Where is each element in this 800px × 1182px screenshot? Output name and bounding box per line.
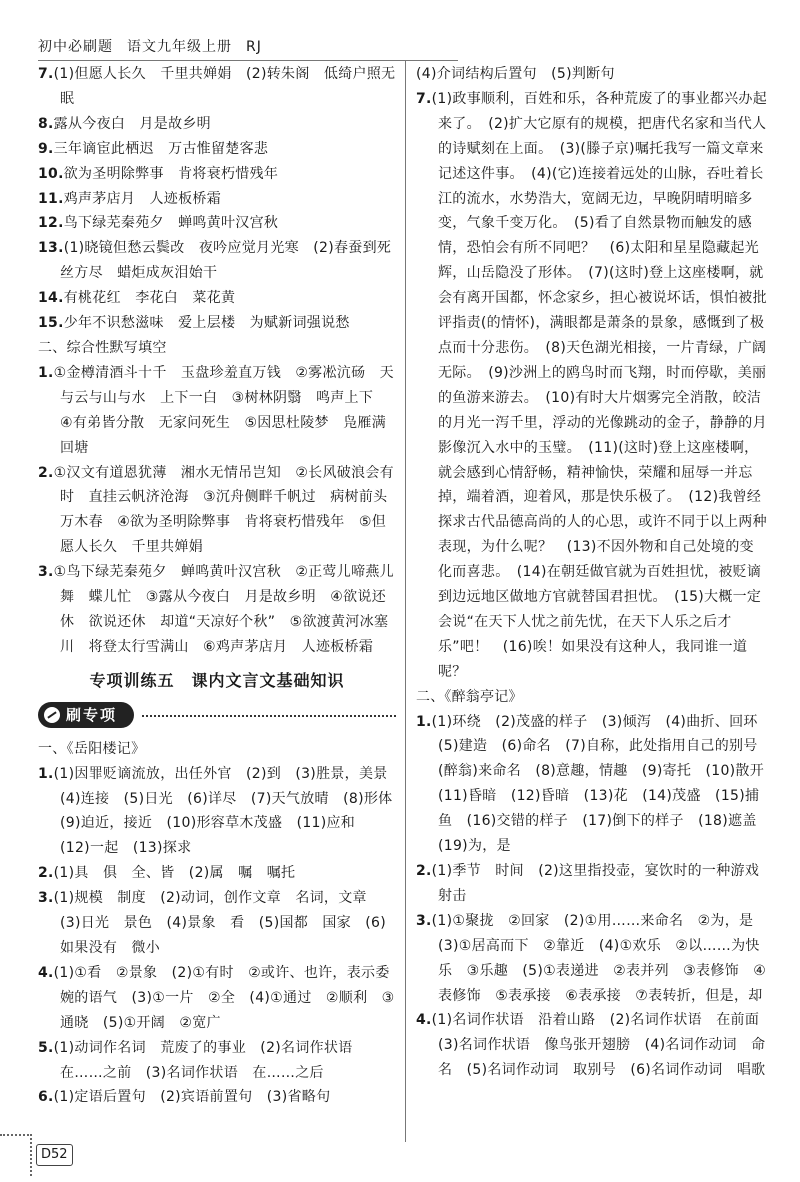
answer-item xyxy=(38,236,396,286)
answer-text: 鸡声茅店月 人迹板桥霜 xyxy=(63,190,222,207)
answer-item xyxy=(38,361,396,461)
answer-text: ①汉文有道恩犹薄 湘水无情吊岂知 ②长风破浪会有时 直挂云帆济沧海 ③沉舟侧畔千帆过 病树前头万木春 ④欲为圣明除弊事 肯将衰朽惜残年 ⑤但愿人长久 千里共婵娟 xyxy=(53,464,394,556)
answer-text: (1)因罪贬谪流放，出任外官 (2)到 (3)胜景，美景 (4)连接 (5)日光 (6)详尽 (7)天气放晴 (8)形体 (9)迫近，接近 (10)形容草木茂盛 (11)应和 (12)一起 (13)探求 xyxy=(53,765,407,857)
answer-number: 11. xyxy=(38,190,64,207)
answer-number: 2. xyxy=(38,464,54,481)
answer-item xyxy=(38,1036,396,1086)
answer-item xyxy=(38,861,396,886)
answer-text: (1)但愿人长久 千里共婵娟 (2)转朱阁 低绮户照无眠 xyxy=(53,66,396,107)
answer-item xyxy=(38,886,396,961)
answer-number: 2. xyxy=(416,863,432,879)
answer-number: 3. xyxy=(416,912,432,929)
answer-item xyxy=(38,162,396,187)
answer-number: 1. xyxy=(38,765,54,782)
answer-item xyxy=(38,112,396,137)
brush-icon xyxy=(44,707,60,723)
answer-number: 10. xyxy=(38,165,64,182)
page-number: D52 xyxy=(36,1144,73,1166)
continued-answer: (4)介词结构后置句 (5)判断句 xyxy=(416,66,615,82)
answer-text: (1)名词作状语 沿着山路 (2)名词作状语 在前面 (3)名词作状语 像鸟张开翅膀 (4)名词作动词 命名 (5)名词作动词 取别号 (6)名词作动词 唱歌 xyxy=(431,1012,774,1079)
column-divider xyxy=(405,60,406,1142)
answer-item xyxy=(38,286,396,311)
badge-label: 刷专项 xyxy=(66,705,118,724)
section-heading-combined-recitation: 二、综合性默写填空 xyxy=(38,339,167,356)
answer-text: (1)动词作名词 荒废了的事业 (2)名词作状语 在……之前 (3)名词作状语 在……之后 xyxy=(53,1039,367,1081)
answer-item xyxy=(38,762,407,862)
answer-text: (1)晓镜但愁云鬓改 夜吟应觉月光寒 (2)春蚕到死丝方尽 蜡炬成灰泪始干 xyxy=(60,240,392,282)
special-practice-badge xyxy=(38,702,134,728)
answer-number: 1. xyxy=(38,364,54,381)
answer-number: 3. xyxy=(38,564,54,581)
answer-text: (1)规模 制度 (2)动词，创作文章 名词，文章 (3)日光 景色 (4)景象 看 (5)国都 国家 (6)如果没有 微小 xyxy=(53,890,387,956)
answer-item xyxy=(38,211,396,236)
answer-text: (1)定语后置句 (2)宾语前置句 (3)省略句 xyxy=(53,1089,331,1106)
answer-item xyxy=(38,62,396,112)
training-title: 专项训练五 课内文言文基础知识 xyxy=(89,670,345,690)
answer-number: 4. xyxy=(38,964,54,981)
section-heading-zuiwengting: 二、《醉翁亭记》 xyxy=(416,688,523,705)
special-practice-banner xyxy=(38,699,396,733)
answer-number: 8. xyxy=(38,115,54,132)
answer-item xyxy=(416,1008,774,1083)
answer-text: (1)①聚拢 ②回家 (2)①用……来命名 ②为，是 (3)①居高而下 ②靠近 (4)①欢乐 ②以……为快乐 ③乐趣 (5)①表递进 ②表并列 ③表修饰 ④表修饰 ⑤表承接 ⑥表承接 ⑦表转折，但是，却 xyxy=(431,912,768,1004)
answer-text: 三年谪宦此栖迟 万古惟留楚客悲 xyxy=(53,140,269,157)
answer-text: 少年不识愁滋味 爱上层楼 为赋新词强说愁 xyxy=(63,315,350,332)
answers-group-c xyxy=(38,762,407,1111)
answer-item xyxy=(38,187,396,212)
answer-item xyxy=(38,137,396,162)
answer-item-7-translation: 7.(1)政事顺利，百姓和乐，各种荒废了的事业都兴办起来了。 (2)扩大它原有的规模，把唐代名家和当代人的诗赋刻在上面。 (3)(滕子京)嘱托我写一篇文章来记述这件事。 (4)(它)连接着远处的山脉，吞吐着长江的流水，水势浩大，宽阔无边，早晚阴晴明暗多变，气象千变万化。 (5)看了自然景物而触发的感情，恐怕会有所不同吧？ (6)太阳和星星隐藏起光辉，山岳隐没了形体。 (7)(这时)登上这座楼啊，就会有离开国都，怀念家乡，担心被说坏话，惧怕被批评指责(的情怀)，满眼都是萧条的景象，感慨到了极点而十分悲伤。 (8)天色湖光相接，一片青绿，广阔无际。 (9)沙洲上的鸥鸟时而飞翔，时而停歇，美丽的鱼游来游去。 (10)有时大片烟雾完全消散，皎洁的月光一泻千里，浮动的光像跳动的金子，静静的月影像沉入水中的玉璧。 (11)(这时)登上这座楼啊，就会感到心情舒畅，精神愉快，荣耀和屈辱一并忘掉，端着酒，迎着风，那是快乐极了。 (12)我曾经探求古代品德高尚的人的心思，或许不同于以上两种表现，为什么呢？ (13)不因外物和自己处境的变化而喜悲。 (14)在朝廷做官就为百姓担忧，被贬谪到边远地区做地方官就替国君担忧。 (15)大概一定会说“在天下人忧之前先忧，在天下人乐之后才乐”吧！ (16)唉！如果没有这种人，我同谁一道呢？ xyxy=(416,90,768,680)
answer-number: 4. xyxy=(416,1012,432,1029)
answer-number: 5. xyxy=(38,1039,54,1056)
dotted-rule xyxy=(142,715,396,717)
answer-number: 14. xyxy=(38,290,64,307)
answer-text: (1)环绕 (2)茂盛的样子 (3)倾泻 (4)曲折、回环 (5)建造 (6)命名 (7)自称，此处指用自己的别号(醉翁)来命名 (8)意趣，情趣 (9)寄托 (10)散开 (11)昏暗 (12)昏暗 (13)花 (14)茂盛 (15)捕鱼 (16)交错的样子 (17)倒下的样子 (18)遮盖 (19)为，是 xyxy=(431,713,779,855)
answer-number: 9. xyxy=(38,140,54,157)
answer-item xyxy=(416,909,768,1009)
answer-number: 3. xyxy=(38,890,54,907)
answers-group-b xyxy=(38,361,396,660)
answer-item xyxy=(38,560,396,660)
answer-item xyxy=(416,710,779,859)
answers-group-zuiwengting xyxy=(416,710,779,1084)
left-column xyxy=(38,62,407,1110)
answer-text: (1)具 俱 全、皆 (2)属 嘱 嘱托 xyxy=(53,865,296,882)
answer-item xyxy=(38,1085,396,1110)
answer-number: 7. xyxy=(38,66,54,82)
book-title: 初中必刷题 xyxy=(38,39,113,55)
answer-item xyxy=(416,859,774,909)
section-heading-yueyanglou: 一、《岳阳楼记》 xyxy=(38,740,146,757)
answer-text: 有桃花红 李花白 菜花黄 xyxy=(63,290,236,307)
right-column xyxy=(416,62,779,1083)
answer-number: 2. xyxy=(38,865,54,882)
answer-text: 欲为圣明除弊事 肯将衰朽惜残年 xyxy=(63,165,279,182)
corner-decoration xyxy=(0,1134,32,1176)
subject-label: 语文九年级上册 xyxy=(127,39,232,55)
answer-number: 6. xyxy=(38,1089,54,1106)
answer-number: 15. xyxy=(38,315,64,332)
answer-number: 12. xyxy=(38,215,64,232)
answer-number: 13. xyxy=(38,240,64,257)
answer-text: (1)季节 时间 (2)这里指投壶，宴饮时的一种游戏 射击 xyxy=(431,863,774,904)
edition-label: RJ xyxy=(246,39,262,55)
page-header xyxy=(38,36,458,61)
answer-number: 1. xyxy=(416,713,432,730)
answer-item xyxy=(38,311,396,336)
answer-text: (1)①看 ②景象 (2)①有时 ②或许、也许，表示委婉的语气 (3)①一片 ②全 (4)①通过 ②顺利 ③通晓 (5)①开阔 ②宽广 xyxy=(53,964,395,1031)
answer-text: 露从今夜白 月是故乡明 xyxy=(53,115,211,132)
answer-item xyxy=(38,961,396,1036)
answer-text: ①鸟下绿芜秦苑夕 蝉鸣黄叶汉宫秋 ②正莺儿啼燕儿舞 蝶儿忙 ③露从今夜白 月是故乡明 ④欲说还休 欲说还休 却道“天凉好个秋” ⑤欲渡黄河冰塞川 将登太行雪满山 ⑥鸡声茅店月 人迹板桥霜 xyxy=(53,564,394,655)
answer-text: 鸟下绿芜秦苑夕 蝉鸣黄叶汉宫秋 xyxy=(63,215,279,232)
answer-item xyxy=(38,461,396,561)
answers-group-a xyxy=(38,62,396,336)
answer-text: ①金樽清酒斗十千 玉盘珍羞直万钱 ②雾凇沆砀 天与云与山与水 上下一白 ③树林阴翳 鸣声上下 ④有弟皆分散 无家问死生 ⑤因思杜陵梦 凫雁满回塘 xyxy=(53,364,394,456)
